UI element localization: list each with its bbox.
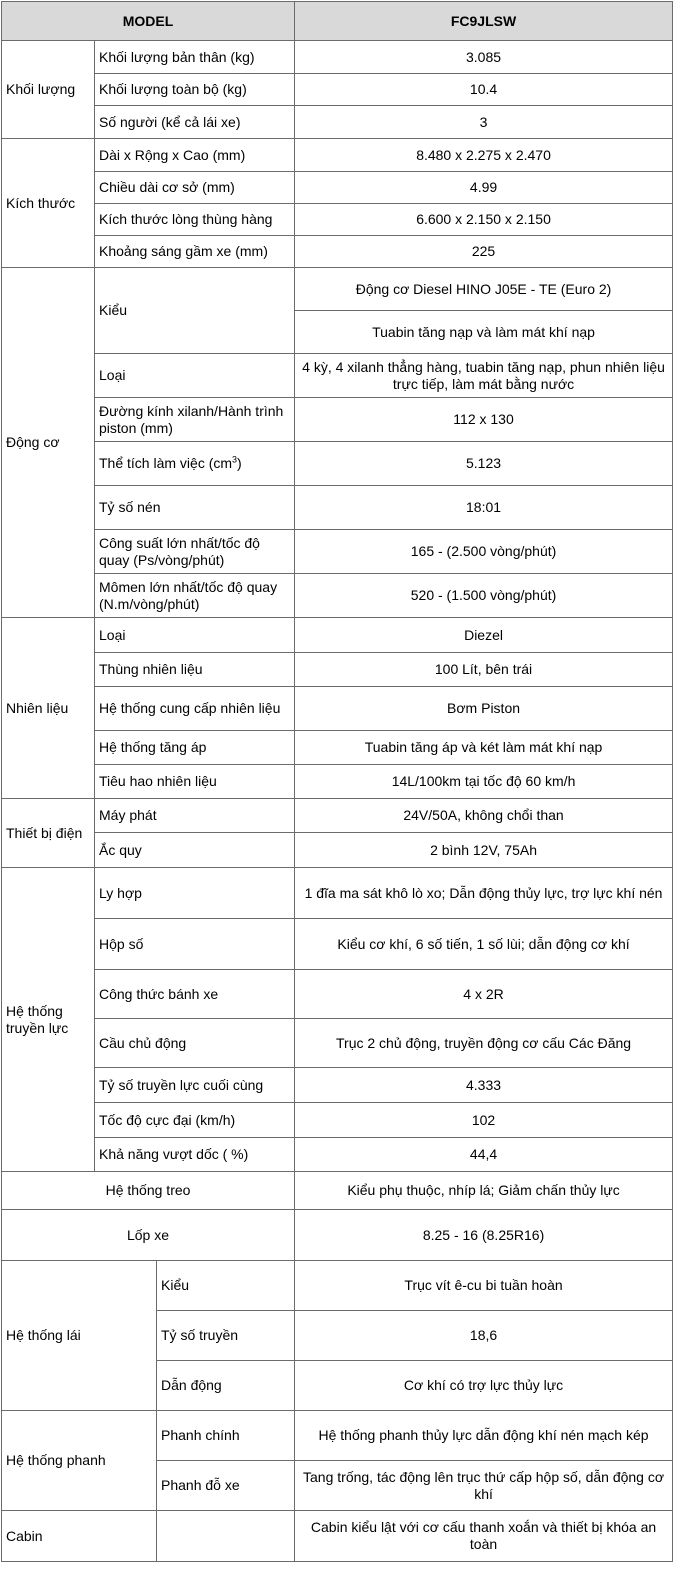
spec-value: 8.25 - 16 (8.25R16) xyxy=(295,1210,673,1261)
spec-name: Khối lượng bản thân (kg) xyxy=(95,41,295,74)
model-label: MODEL xyxy=(2,2,295,41)
table-row xyxy=(2,687,673,731)
spec-value: 4.99 xyxy=(295,172,673,204)
table-row xyxy=(2,41,673,74)
spec-value: Động cơ Diesel HINO J05E - TE (Euro 2) xyxy=(295,268,673,311)
spec-name: Ly hợp xyxy=(95,868,295,919)
spec-value: Bơm Piston xyxy=(295,687,673,731)
spec-name: Dài x Rộng x Cao (mm) xyxy=(95,139,295,172)
spec-name: Kích thước lòng thùng hàng xyxy=(95,204,295,236)
category-thiet-bi-dien: Thiết bị điện xyxy=(2,799,95,868)
table-row xyxy=(2,1511,673,1562)
category-khoi-luong: Khối lượng xyxy=(2,41,95,139)
table-row xyxy=(2,204,673,236)
table-row xyxy=(2,139,673,172)
spec-value: Kiểu phụ thuộc, nhíp lá; Giảm chấn thủy lực xyxy=(295,1172,673,1210)
spec-value: 8.480 x 2.275 x 2.470 xyxy=(295,139,673,172)
table-row xyxy=(2,398,673,442)
spec-name: Hệ thống cung cấp nhiên liệu xyxy=(95,687,295,731)
table-row xyxy=(2,172,673,204)
spec-value: 4.333 xyxy=(295,1068,673,1103)
spec-name: Tiêu hao nhiên liệu xyxy=(95,765,295,799)
empty-cell xyxy=(157,1511,295,1562)
table-row xyxy=(2,868,673,919)
table-row xyxy=(2,1103,673,1138)
spec-name: Tốc độ cực đại (km/h) xyxy=(95,1103,295,1138)
spec-value: Trục vít ê-cu bi tuần hoàn xyxy=(295,1261,673,1311)
table-row xyxy=(2,236,673,268)
spec-name-text: Thể tích làm việc (cm xyxy=(99,455,233,471)
spec-value: 24V/50A, không chổi than xyxy=(295,799,673,833)
table-row xyxy=(2,74,673,106)
spec-name: Phanh chính xyxy=(157,1411,295,1461)
table-row xyxy=(2,731,673,765)
spec-value: 1 đĩa ma sát khô lò xo; Dẫn động thủy lực, trợ lực khí nén xyxy=(295,868,673,919)
spec-name: Tỷ số truyền xyxy=(157,1311,295,1361)
table-row xyxy=(2,653,673,687)
spec-value: Cơ khí có trợ lực thủy lực xyxy=(295,1361,673,1411)
table-row xyxy=(2,618,673,653)
spec-value: Hệ thống phanh thủy lực dẫn động khí nén mạch kép xyxy=(295,1411,673,1461)
category-truyen-luc: Hệ thống truyền lực xyxy=(2,868,95,1172)
table-row xyxy=(2,765,673,799)
table-row xyxy=(2,1411,673,1461)
spec-value: 3 xyxy=(295,106,673,139)
spec-value: 44,4 xyxy=(295,1138,673,1172)
spec-name: Thùng nhiên liệu xyxy=(95,653,295,687)
spec-name: Mômen lớn nhất/tốc độ quay (N.m/vòng/phút) xyxy=(95,574,295,618)
table-row xyxy=(2,1138,673,1172)
category-dong-co: Động cơ xyxy=(2,268,95,618)
spec-value: 18:01 xyxy=(295,486,673,530)
table-row xyxy=(2,354,673,398)
table-row xyxy=(2,530,673,574)
table-row xyxy=(2,833,673,868)
spec-name: Hộp số xyxy=(95,919,295,970)
spec-name: Tỷ số truyền lực cuối cùng xyxy=(95,1068,295,1103)
category-lop: Lốp xe xyxy=(2,1210,295,1261)
spec-value: 4 x 2R xyxy=(295,970,673,1019)
table-row xyxy=(2,970,673,1019)
superscript: 3 xyxy=(232,454,238,465)
spec-name: Máy phát xyxy=(95,799,295,833)
spec-name-text: ) xyxy=(237,455,242,471)
spec-value: 5.123 xyxy=(295,442,673,486)
spec-name: Khoảng sáng gầm xe (mm) xyxy=(95,236,295,268)
spec-value: Diezel xyxy=(295,618,673,653)
category-lai: Hệ thống lái xyxy=(2,1261,157,1411)
table-row xyxy=(2,442,673,486)
spec-name: Ắc quy xyxy=(95,833,295,868)
category-cabin: Cabin xyxy=(2,1511,157,1562)
table-row xyxy=(2,1019,673,1068)
table-row xyxy=(2,1210,673,1261)
model-value: FC9JLSW xyxy=(295,2,673,41)
spec-value: 100 Lít, bên trái xyxy=(295,653,673,687)
spec-name: Công suất lớn nhất/tốc độ quay (Ps/vòng/phút) xyxy=(95,530,295,574)
spec-value: 4 kỳ, 4 xilanh thẳng hàng, tuabin tăng nạp, phun nhiên liệu trực tiếp, làm mát bằng nước xyxy=(295,354,673,398)
table-row xyxy=(2,1068,673,1103)
spec-value: 165 - (2.500 vòng/phút) xyxy=(295,530,673,574)
table-row xyxy=(2,486,673,530)
category-treo: Hệ thống treo xyxy=(2,1172,295,1210)
spec-value: 225 xyxy=(295,236,673,268)
spec-name xyxy=(95,442,295,486)
spec-name: Phanh đỗ xe xyxy=(157,1461,295,1511)
table-row xyxy=(2,1261,673,1311)
spec-value: Kiểu cơ khí, 6 số tiến, 1 số lùi; dẫn động cơ khí xyxy=(295,919,673,970)
spec-name: Tỷ số nén xyxy=(95,486,295,530)
spec-value: 520 - (1.500 vòng/phút) xyxy=(295,574,673,618)
spec-value: Trục 2 chủ động, truyền động cơ cấu Các Đăng xyxy=(295,1019,673,1068)
spec-name: Kiểu xyxy=(157,1261,295,1311)
spec-value: 102 xyxy=(295,1103,673,1138)
spec-name: Khả năng vượt dốc ( %) xyxy=(95,1138,295,1172)
spec-name: Đường kính xilanh/Hành trình piston (mm) xyxy=(95,398,295,442)
category-phanh: Hệ thống phanh xyxy=(2,1411,157,1511)
spec-name: Cầu chủ động xyxy=(95,1019,295,1068)
spec-value: 14L/100km tại tốc độ 60 km/h xyxy=(295,765,673,799)
spec-value: 112 x 130 xyxy=(295,398,673,442)
spec-name: Hệ thống tăng áp xyxy=(95,731,295,765)
category-kich-thuoc: Kích thước xyxy=(2,139,95,268)
spec-value: Tuabin tăng áp và két làm mát khí nạp xyxy=(295,731,673,765)
table-row xyxy=(2,106,673,139)
spec-name: Chiều dài cơ sở (mm) xyxy=(95,172,295,204)
spec-name: Loại xyxy=(95,354,295,398)
spec-value: 6.600 x 2.150 x 2.150 xyxy=(295,204,673,236)
spec-name: Khối lượng toàn bộ (kg) xyxy=(95,74,295,106)
spec-name: Công thức bánh xe xyxy=(95,970,295,1019)
table-row xyxy=(2,799,673,833)
table-row xyxy=(2,574,673,618)
spec-name: Dẫn động xyxy=(157,1361,295,1411)
spec-value: 3.085 xyxy=(295,41,673,74)
spec-name: Loại xyxy=(95,618,295,653)
spec-value: Tang trống, tác động lên trục thứ cấp hộp số, dẫn động cơ khí xyxy=(295,1461,673,1511)
spec-value: 18,6 xyxy=(295,1311,673,1361)
spec-name: Số người (kể cả lái xe) xyxy=(95,106,295,139)
spec-table xyxy=(1,1,673,1562)
spec-value: 2 bình 12V, 75Ah xyxy=(295,833,673,868)
category-nhien-lieu: Nhiên liệu xyxy=(2,618,95,799)
spec-name: Kiểu xyxy=(95,268,295,354)
table-row xyxy=(2,1172,673,1210)
table-row xyxy=(2,919,673,970)
spec-value: Cabin kiểu lật với cơ cấu thanh xoắn và thiết bị khóa an toàn xyxy=(295,1511,673,1562)
spec-value: 10.4 xyxy=(295,74,673,106)
spec-value: Tuabin tăng nạp và làm mát khí nạp xyxy=(295,311,673,354)
header-row xyxy=(2,2,673,41)
table-row xyxy=(2,268,673,311)
